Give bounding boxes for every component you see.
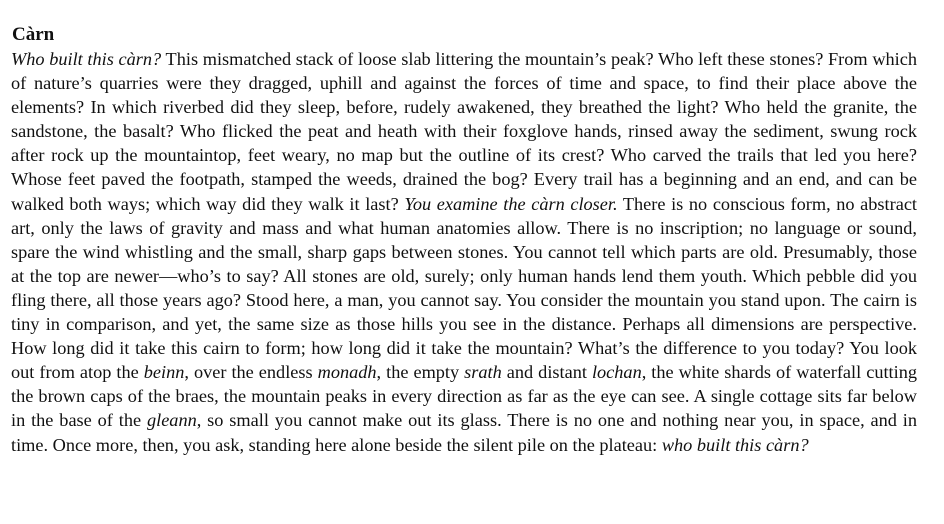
italic-text-run: Who built this càrn? [11,49,162,69]
text-run: and distant [501,362,592,383]
document-title: Càrn [12,24,55,45]
text-run: , over the endless [184,362,318,383]
italic-text-run: who built this càrn? [661,434,809,455]
text-run: , so small you cannot make out its glass. There is no one and nothing near you, in space, and in time. Once more, then, you ask, standing here alone beside the silent pile on the plateau: [11,410,917,455]
italic-text-run: lochan [591,362,642,383]
document-paragraph [11,47,917,457]
text-run: This mismatched stack of loose slab littering the mountain’s peak? Who left these stones? From which of nature’s quarries were they dragged, uphill and against the forces of time and space, to find their place above the elements? In which riverbed did they sleep, before, rudely awakened, they breathed the light? Who held the granite, the sandstone, the basalt? Who flicked the peat and heath with their foxglove hands, rinsed away the sediment, swung rock after rock up the mountaintop, feet weary, no map but the outline of its crest? Who carved the trails that led you here? Whose feet paved the footpath, stamped the weeds, drained the bog? Every trail has a beginning and an end, and can be walked both ways; which way did they walk it last? [11,49,917,214]
text-run: There is no conscious form, no abstract art, only the laws of gravity and mass and what human anatomies allow. There is no inscription; no language or sound, spare the wind whistling and the small, sharp gaps between stones. You cannot tell which parts are old. Presumably, those at the top are newer—who’s to say? All stones are old, surely; only human hands lend them youth. Which pebble did you fling there, all those years ago? Stood here, a man, you cannot say. You consider the mountain you stand upon. The cairn is tiny in comparison, and yet, the same size as those hills you see in the distance. Perhaps all dimensions are perspective. How long did it take this cairn to form; how long did it take the mountain? What’s the difference to you today? You look out from atop the [11,193,918,383]
italic-text-run: monadh [317,362,377,383]
italic-text-run: beinn [143,362,185,383]
italic-text-run: srath [464,362,502,383]
italic-text-run: gleann [146,410,197,431]
text-run: , the white shards of waterfall cutting the brown caps of the braes, the mountain peaks in every direction as far as the eye can see. A single cottage sits far below in the base of the [11,362,917,431]
italic-text-run: You examine the càrn closer. [404,193,618,214]
document-page [11,23,917,457]
text-run: , the empty [376,362,465,383]
